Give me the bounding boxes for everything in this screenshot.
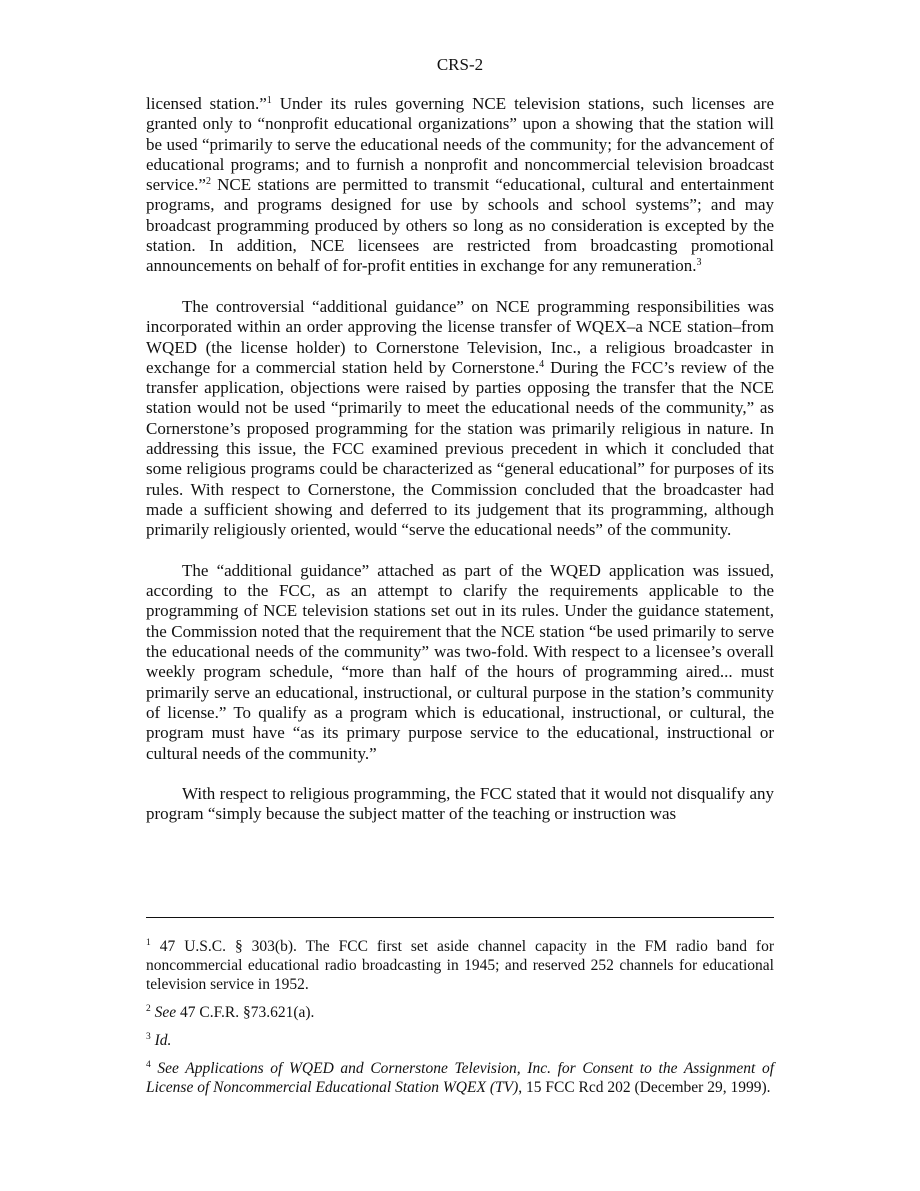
footnote-2-see: See (154, 1004, 177, 1021)
footnote-ref-1: 1 (266, 95, 272, 106)
footnote-ref-2: 2 (205, 176, 211, 188)
paragraph-1-text-b: Under its rules governing NCE television stations, such licenses are granted only to “nonprofit educational organizations” upon a showing that the station will be used “primarily to serve the educational needs of the community; for the advancement of educational programs; and to furnish a nonprofit and noncommercial television broadcast service.” (146, 94, 774, 195)
footnote-2 (146, 1003, 774, 1022)
paragraph-2 (146, 297, 774, 541)
paragraph-3 (146, 561, 774, 764)
footnote-ref-4: 4 (539, 358, 545, 370)
footnote-1-text: 47 U.S.C. § 303(b). The FCC first set aside channel capacity in the FM radio band for noncommercial educational radio broadcasting in 1945; and reserved 252 channels for educational television service in 1952. (146, 938, 774, 993)
footnote-4-title: See Applications of WQED and Cornerstone Television, Inc. for Consent to the Assignment of License of Noncommercial Educational Station WQEX (TV) (146, 1060, 774, 1096)
footnote-2-number: 2 (146, 1004, 151, 1014)
footnote-4-text: , 15 FCC Rcd 202 (December 29, 1999). (518, 1079, 771, 1096)
paragraph-1 (146, 94, 774, 277)
footnotes (146, 937, 774, 1106)
paragraph-1-text-a: licensed station.” (146, 94, 267, 113)
paragraph-3-text: The “additional guidance” attached as part of the WQED application was issued, according to the FCC, as an attempt to clarify the requirements applicable to the programming of NCE television stations set out in its rules. Under the guidance statement, the Commission noted that the requirement that the NCE station “be used primarily to serve the educational needs of the community” was two-fold. With respect to a licensee’s overall weekly program schedule, “more than half of the hours of programming aired... must primarily serve an educational, instructional, or cultural purpose in the station’s community of license.” To qualify as a program which is educational, instructional, or cultural, the program must have “as its primary purpose service to the educational, instructional or cultural needs of the community.” (146, 560, 774, 763)
footnote-1 (146, 937, 774, 994)
paragraph-4-text: With respect to religious programming, the FCC stated that it would not disqualify any program “simply because the subject matter of the teaching or instruction was (146, 784, 774, 824)
body-text (146, 94, 774, 845)
footnote-1-number: 1 (146, 938, 151, 948)
paragraph-4 (146, 784, 774, 825)
paragraph-2-text-b: During the FCC’s review of the transfer application, objections were raised by parties opposing the transfer that the NCE station would not be used “primarily to meet the educational needs of the community,” as Cornerstone’s proposed programming for the station was primarily religious in nature. In addressing this issue, the FCC examined previous precedent in which it concluded that some religious programs could be characterized as “general educational” for purposes of its rules. With respect to Cornerstone, the Commission concluded that the broadcaster had made a sufficient showing and deferred to its judgement that its programming, although primarily religiously oriented, would “serve the educational needs” of the community. (146, 357, 774, 540)
footnote-3-id: Id. (154, 1032, 172, 1049)
footnote-3 (146, 1031, 774, 1050)
footnote-4 (146, 1059, 774, 1097)
page-number-label: CRS-2 (436, 55, 484, 74)
paragraph-1-text-c: NCE stations are permitted to transmit “educational, cultural and entertainment programs, and programs designed for use by schools and school systems”; and may broadcast programming produced by others so long as no consideration is excepted by the station. In addition, NCE licensees are restricted from broadcasting promotional announcements on behalf of for-profit entities in exchange for any remuneration. (146, 175, 774, 276)
paragraph-2-text-a: The controversial “additional guidance” on NCE programming responsibilities was incorporated within an order approving the license transfer of WQEX–a NCE station–from WQED (the license holder) to Cornerstone Television, Inc., a religious broadcaster in exchange for a commercial station held by Cornerstone. (146, 296, 774, 377)
footnote-divider (146, 917, 774, 918)
footnote-2-text: 47 C.F.R. §73.621(a). (176, 1004, 315, 1021)
page-header (0, 55, 920, 75)
footnote-4-number: 4 (146, 1060, 151, 1070)
footnote-3-number: 3 (146, 1032, 151, 1042)
footnote-ref-3: 3 (696, 257, 702, 269)
